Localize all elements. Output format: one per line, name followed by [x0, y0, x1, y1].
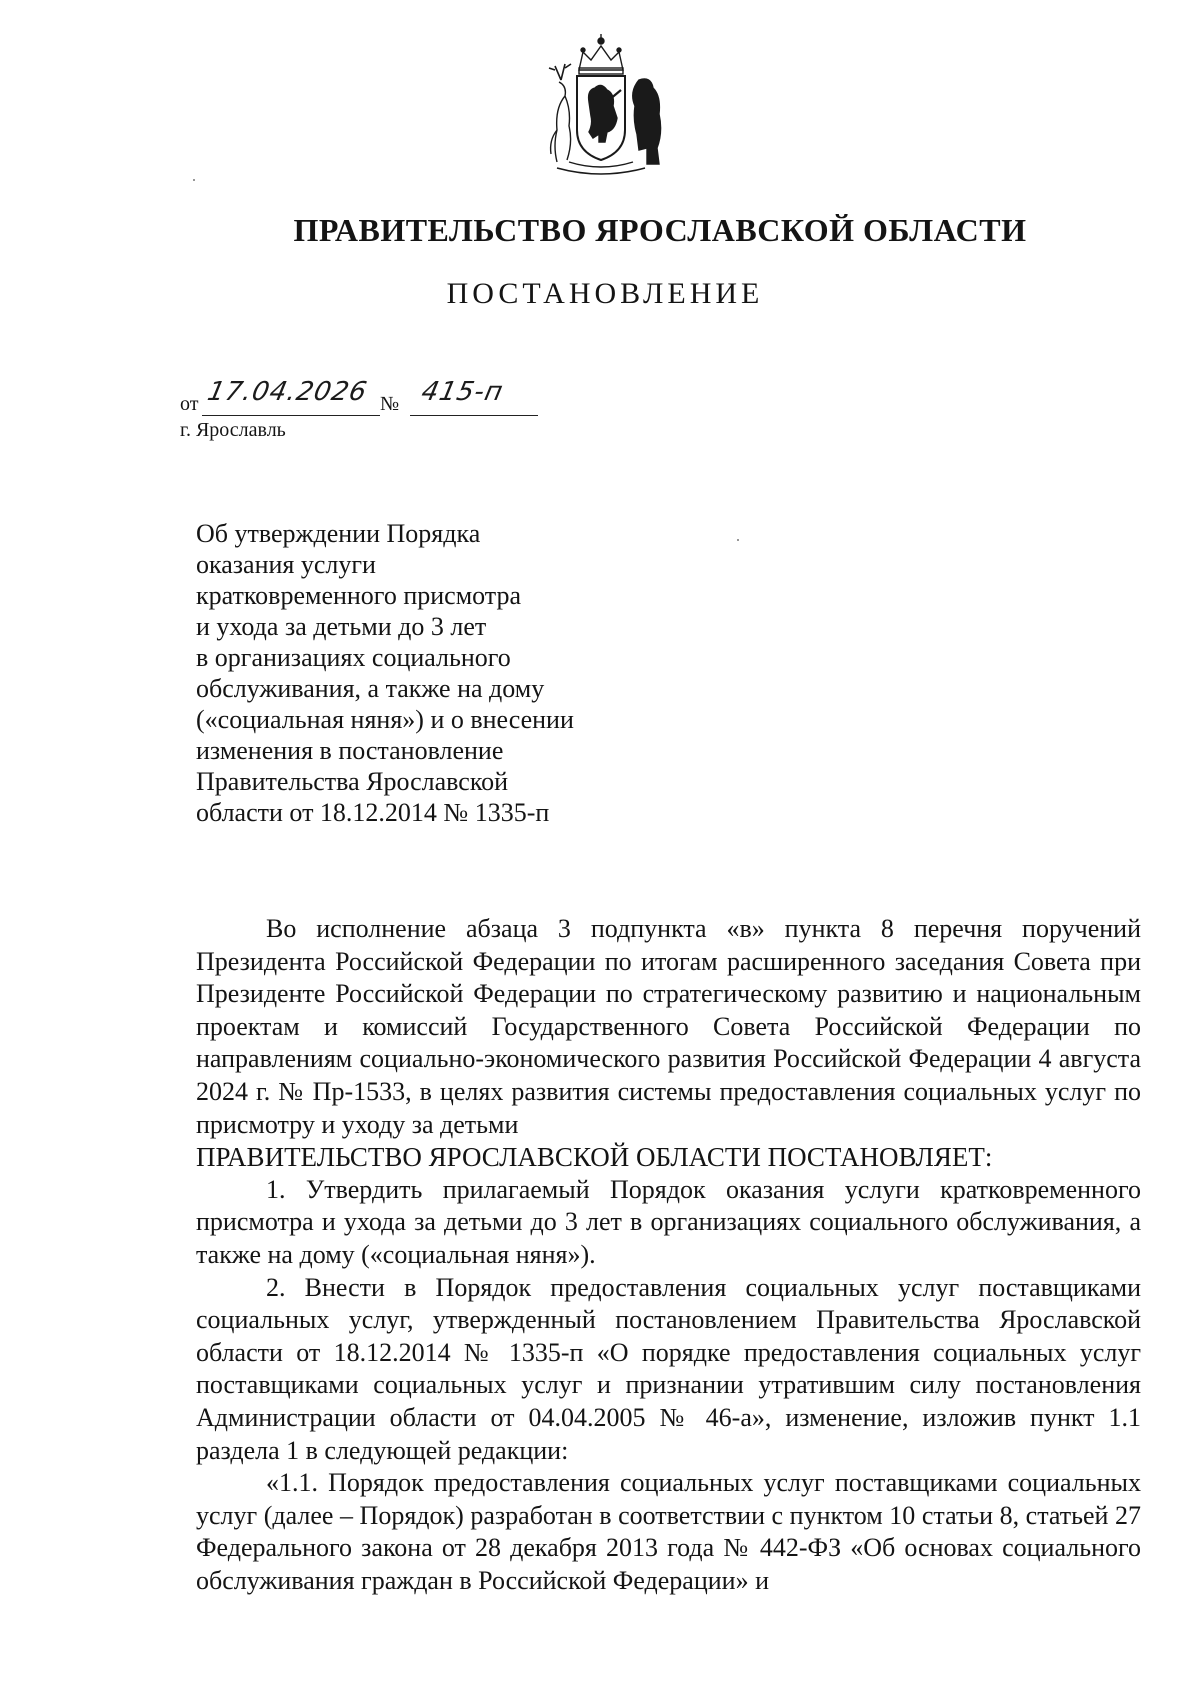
subject-line: области от 18.12.2014 № 1335-п [196, 798, 550, 827]
scan-dust [193, 179, 195, 181]
subject-line: изменения в постановление [196, 736, 504, 765]
date-label: от [180, 393, 199, 415]
handwritten-number: 415-п [418, 377, 507, 407]
subject-line: обслуживания, а также на дому [196, 674, 545, 703]
item-1-paragraph: 1. Утвердить прилагаемый Порядок оказания услуги кратковременного присмотра и ухода за детьми до 3 лет в организациях социального обслуживания, а также на дому («социальная няня»). [196, 1174, 1141, 1269]
item-2-paragraph: 2. Внести в Порядок предоставления социальных услуг поставщиками социальных услуг, утвержденный постановлением Правительства Ярославской области от 18.12.2014 № 1335-п «О порядке предоставления социальных услуг поставщиками социальных услуг и признании утратившим силу постановления Администрации области от 04.04.2005 № 46-а», изменение, изложив пункт 1.1 раздела 1 в следующей редакции: [196, 1272, 1141, 1465]
registration-line [180, 377, 540, 419]
decree-statement: ПРАВИТЕЛЬСТВО ЯРОСЛАВСКОЙ ОБЛАСТИ ПОСТАНОВЛЯЕТ: [196, 1142, 993, 1173]
document-type: ПОСТАНОВЛЕНИЕ [446, 277, 764, 310]
subject-line: оказания услуги [196, 550, 376, 579]
document-subject [196, 518, 616, 828]
city: г. Ярославль [180, 419, 286, 441]
coat-of-arms-icon [521, 30, 681, 190]
number-underline [410, 415, 538, 416]
date-underline [202, 415, 380, 416]
government-title: ПРАВИТЕЛЬСТВО ЯРОСЛАВСКОЙ ОБЛАСТИ [293, 212, 1027, 248]
item-2-quote-paragraph: «1.1. Порядок предоставления социальных услуг поставщиками социальных услуг (далее – Порядок) разработан в соответствии с пунктом 10 статьи 8, статьей 27 Федерального закона от 28 декабря 2013 года № 442-ФЗ «Об основах социального обслуживания граждан в Российской Федерации» и [196, 1468, 1141, 1595]
subject-line: Правительства Ярославской [196, 767, 509, 796]
document-body [196, 913, 1141, 1597]
preamble-paragraph: Во исполнение абзаца 3 подпункта «в» пункта 8 перечня поручений Президента Российской Федерации по итогам расширенного заседания Совета при Президенте Российской Федерации по стратегическому развитию и национальным проектам и комиссий Государственного Совета Российской Федерации по направлениям социально-экономического развития Российской Федерации 4 августа 2024 г. № Пр-1533, в целях развития системы предоставления социальных услуг по присмотру и уходу за детьми [196, 914, 1141, 1139]
handwritten-date: 17.04.2026 [204, 377, 371, 407]
number-label: № [380, 393, 400, 415]
subject-line: и ухода за детьми до 3 лет [196, 612, 487, 641]
subject-line: кратковременного присмотра [196, 581, 522, 610]
scan-dust [737, 539, 739, 541]
subject-line: («социальная няня») и о внесении [196, 705, 574, 734]
subject-line: в организациях социального [196, 643, 511, 672]
subject-line: Об утверждении Порядка [196, 519, 481, 548]
